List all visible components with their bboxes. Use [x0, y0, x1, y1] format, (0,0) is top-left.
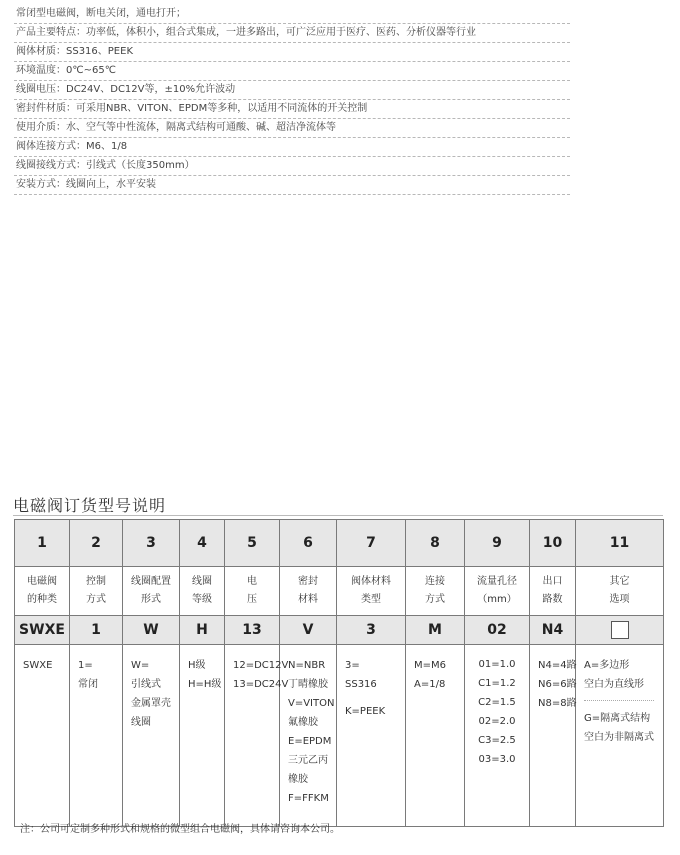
- option-text: N=NBR: [288, 660, 326, 671]
- option-divider: [584, 700, 654, 701]
- field-description: [576, 567, 664, 616]
- option-text: F=FFKM: [288, 793, 329, 804]
- title-divider: [13, 515, 663, 516]
- example-code: H: [180, 616, 225, 645]
- position-number: 3: [123, 520, 180, 567]
- field-description: [337, 567, 406, 616]
- description-row: [15, 567, 664, 616]
- description-text: 流量孔径: [477, 576, 517, 587]
- checkbox-square-icon: [611, 621, 629, 639]
- option-text: 氟橡胶: [288, 717, 318, 728]
- option-text: 12=DC12V: [233, 660, 289, 671]
- description-text: 方式: [425, 594, 445, 605]
- example-code: W: [123, 616, 180, 645]
- option-spacer: [345, 694, 405, 702]
- order-code-table: [14, 519, 664, 827]
- option-text: 1=: [78, 660, 93, 671]
- option-text: V=VITON: [288, 698, 335, 709]
- spec-line: 密封件材质：可采用NBR、VITON、EPDM等多种，以适用不同流体的开关控制: [14, 100, 570, 119]
- example-code: M: [406, 616, 465, 645]
- description-text: 方式: [86, 594, 106, 605]
- description-text: （mm）: [477, 594, 517, 605]
- field-description: [15, 567, 70, 616]
- description-text: 出口: [542, 576, 563, 587]
- option-text: 引线式: [131, 679, 161, 690]
- option-text: H级: [188, 660, 206, 671]
- spec-list: [14, 5, 570, 195]
- spec-line: 常闭型电磁阀，断电关闭，通电打开；: [14, 5, 570, 24]
- spec-line: 线圈电压：DC24V、DC12V等，±10%允许波动: [14, 81, 570, 100]
- position-number: 1: [15, 520, 70, 567]
- option-text: 13=DC24V: [233, 679, 289, 690]
- description-text: 电: [247, 576, 257, 587]
- option-text: 03=3.0: [478, 754, 516, 765]
- option-text: 3=: [345, 660, 360, 671]
- example-code: 02: [465, 616, 530, 645]
- example-code-row: [15, 616, 664, 645]
- description-text: 等级: [192, 594, 212, 605]
- field-description: [406, 567, 465, 616]
- field-options: [70, 645, 123, 827]
- example-code: SWXE: [15, 616, 70, 645]
- option-text: N8=8路: [538, 698, 577, 709]
- position-number: 9: [465, 520, 530, 567]
- option-text: C2=1.5: [478, 697, 516, 708]
- description-text: 密封: [298, 576, 318, 587]
- description-text: 线圈配置: [131, 576, 171, 587]
- example-code-blank: [576, 616, 664, 645]
- example-code: V: [280, 616, 337, 645]
- options-row: [15, 645, 664, 827]
- position-number: 2: [70, 520, 123, 567]
- spec-line: 阀体连接方式：M6、1/8: [14, 138, 570, 157]
- position-number-row: [15, 520, 664, 567]
- option-text: 02=2.0: [478, 716, 516, 727]
- option-text: SWXE: [23, 660, 53, 671]
- option-text: A=1/8: [414, 679, 446, 690]
- option-text: 01=1.0: [478, 659, 516, 670]
- description-text: 的种类: [27, 594, 57, 605]
- description-text: 控制: [86, 576, 106, 587]
- description-text: 材料: [298, 594, 318, 605]
- position-number: 10: [530, 520, 576, 567]
- option-text: 橡胶: [288, 774, 308, 785]
- description-text: 压: [247, 594, 257, 605]
- position-number: 7: [337, 520, 406, 567]
- option-text: C3=2.5: [478, 735, 516, 746]
- option-text: E=EPDM: [288, 736, 332, 747]
- position-number: 6: [280, 520, 337, 567]
- spec-line: 阀体材质：SS316、PEEK: [14, 43, 570, 62]
- description-text: 连接: [425, 576, 445, 587]
- field-description: [465, 567, 530, 616]
- option-text: N6=6路: [538, 679, 577, 690]
- spec-line: 安装方式：线圈向上，水平安装: [14, 176, 570, 195]
- option-text: N4=4路: [538, 660, 577, 671]
- field-options: [180, 645, 225, 827]
- description-text: 电磁阀: [27, 576, 57, 587]
- example-code: 3: [337, 616, 406, 645]
- description-text: 其它: [609, 576, 630, 587]
- field-options: [337, 645, 406, 827]
- description-text: 线圈: [192, 576, 212, 587]
- description-text: 选项: [609, 594, 630, 605]
- description-text: 形式: [141, 594, 161, 605]
- field-options: [406, 645, 465, 827]
- option-text: M=M6: [414, 660, 446, 671]
- field-options: [530, 645, 576, 827]
- option-text: 常闭: [78, 679, 98, 690]
- order-title: 电磁阀订货型号说明: [13, 496, 167, 515]
- spec-line: 环境温度：0℃~65℃: [14, 62, 570, 81]
- field-options: [465, 645, 530, 827]
- field-options: [15, 645, 70, 827]
- option-text: H=H级: [188, 679, 222, 690]
- example-code: 1: [70, 616, 123, 645]
- footnote: 注：公司可定制多种形式和规格的微型组合电磁阀，具体请咨询本公司。: [20, 824, 340, 835]
- field-options: [280, 645, 337, 827]
- spec-line: 线圈接线方式：引线式（长度350mm）: [14, 157, 570, 176]
- example-code: N4: [530, 616, 576, 645]
- description-text: 类型: [361, 594, 381, 605]
- option-text: 金属罩壳: [131, 698, 171, 709]
- field-options: [123, 645, 180, 827]
- spec-line: 使用介质：水、空气等中性流体，隔离式结构可通酸、碱、超洁净流体等: [14, 119, 570, 138]
- option-text: G=隔离式结构: [584, 713, 651, 724]
- option-text: W=: [131, 660, 150, 671]
- field-description: [225, 567, 280, 616]
- position-number: 11: [576, 520, 664, 567]
- spec-line: 产品主要特点：功率低，体积小，组合式集成，一进多路出，可广泛应用于医疗、医药、分析仪器等行业: [14, 24, 570, 43]
- position-number: 8: [406, 520, 465, 567]
- description-text: 路数: [542, 594, 563, 605]
- option-text: 丁晴橡胶: [288, 679, 328, 690]
- example-code: 13: [225, 616, 280, 645]
- position-number: 5: [225, 520, 280, 567]
- field-description: [530, 567, 576, 616]
- option-text: 空白为直线形: [584, 679, 644, 690]
- option-text: C1=1.2: [478, 678, 516, 689]
- option-text: 三元乙丙: [288, 755, 328, 766]
- field-description: [123, 567, 180, 616]
- field-description: [70, 567, 123, 616]
- field-description: [180, 567, 225, 616]
- option-text: K=PEEK: [345, 706, 386, 717]
- option-text: 空白为非隔离式: [584, 732, 654, 743]
- description-text: 阀体材料: [351, 576, 391, 587]
- field-description: [280, 567, 337, 616]
- field-options: [576, 645, 664, 827]
- field-options: [225, 645, 289, 827]
- position-number: 4: [180, 520, 225, 567]
- option-text: A=多边形: [584, 660, 630, 671]
- option-text: 线圈: [131, 717, 151, 728]
- option-text: SS316: [345, 679, 377, 690]
